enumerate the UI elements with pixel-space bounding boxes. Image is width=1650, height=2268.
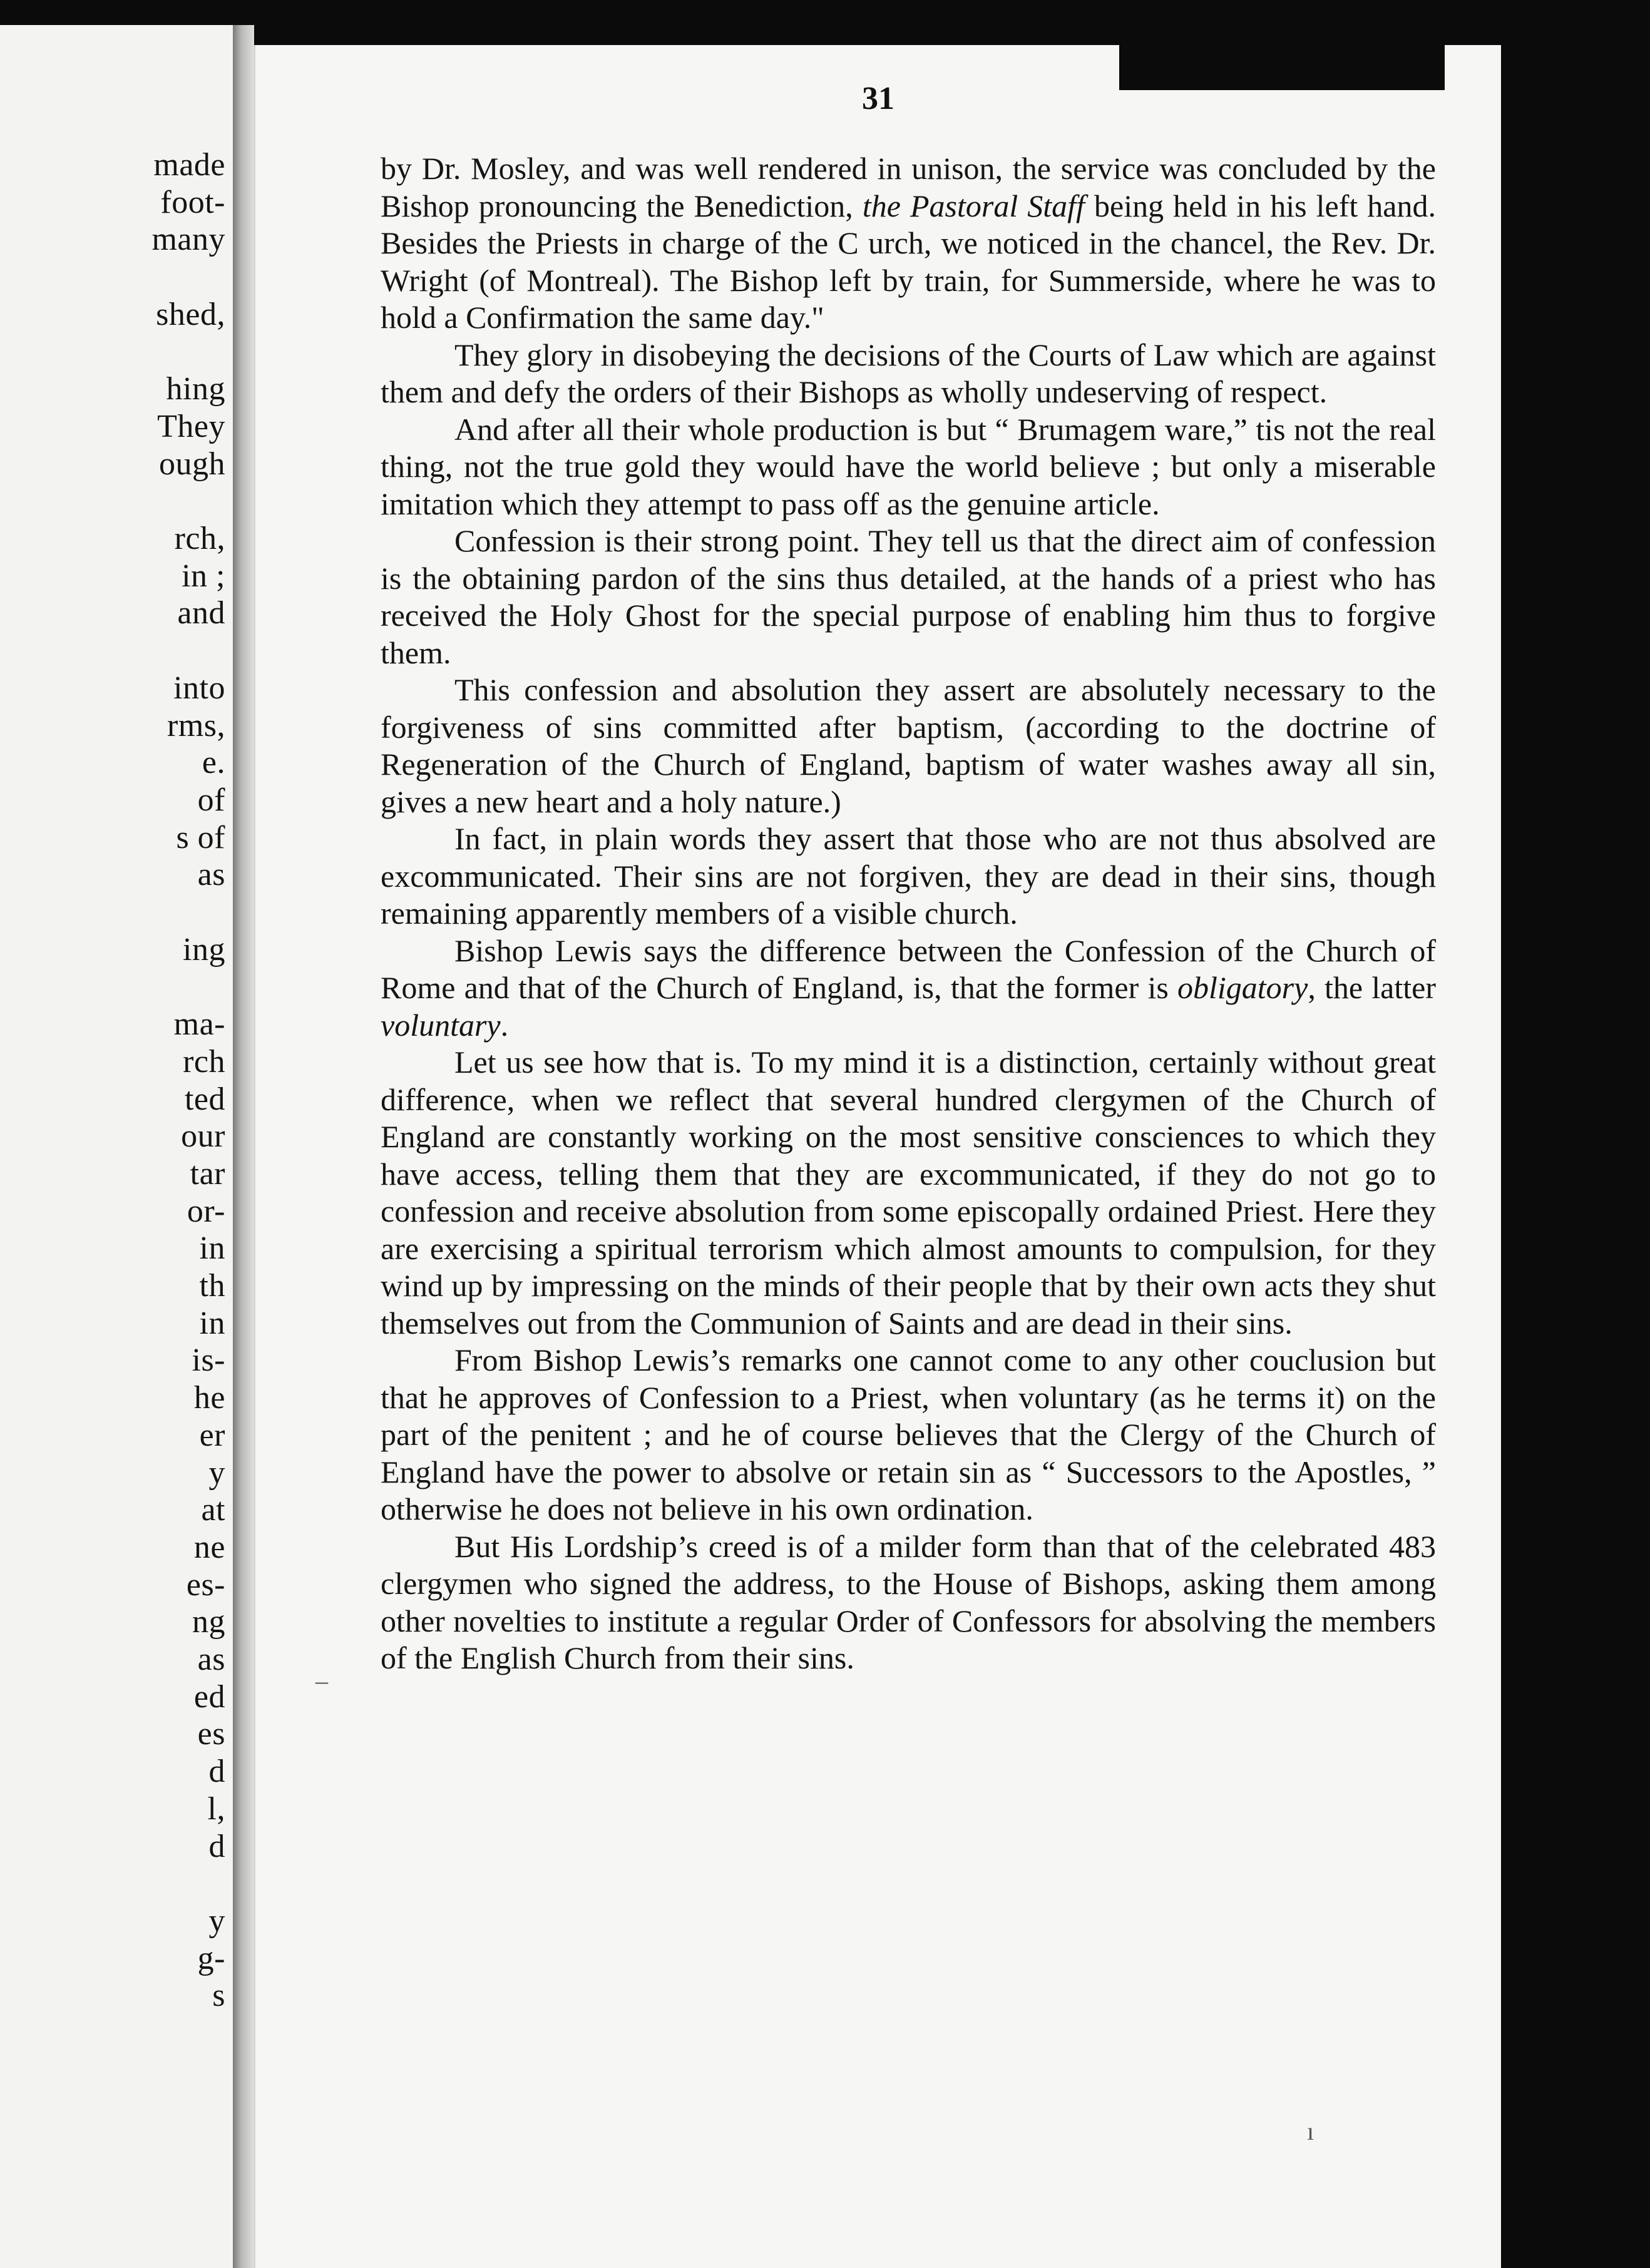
left-page-line-fragment: ed (193, 1678, 225, 1715)
left-page-line-fragment: They (157, 408, 225, 444)
left-page-line-fragment: in (199, 1230, 225, 1267)
left-page-line-fragment: or- (187, 1193, 225, 1229)
left-page-line-fragment: he (193, 1380, 225, 1416)
margin-dash-mark: – (315, 1667, 328, 1695)
paragraph (381, 672, 1436, 820)
left-page-line-fragment: th (199, 1268, 225, 1304)
left-page-line-fragment: s of (176, 819, 225, 856)
left-page-line-fragment: into (173, 670, 225, 706)
left-page-line-fragment: many (151, 222, 225, 258)
left-page-line-fragment: our (181, 1118, 225, 1155)
text-segment: being held in his left hand. Besides the Priests in charge of the C urch, we noticed in the chancel, the Rev. Dr. Wright (of Montreal). The Bishop left by train, for Summerside, where he was to hold a Confirmation the same day." (381, 188, 1437, 335)
text-segment: They glory in disobeying the decisions of the Courts of Law which are against them and defy the orders of their Bishops as wholly undeserving of respect. (381, 337, 1436, 409)
left-page-line-fragment: is- (192, 1342, 225, 1379)
italic-text: the Pastoral Staff (862, 188, 1085, 223)
text-segment: Bishop Lewis says the difference between the Confession of the Church of Rome and that of the Church of England, is, that the former is (381, 932, 1436, 1005)
margin-tick-mark: ı (1307, 2117, 1314, 2145)
left-page-line-fragment: rch (183, 1043, 225, 1080)
text-segment: . (500, 1007, 509, 1043)
body-text (381, 150, 1436, 1677)
left-page-text-fragments (0, 25, 233, 2268)
left-page-line-fragment: ng (192, 1604, 225, 1640)
left-page-line-fragment: hing (166, 371, 225, 407)
left-page-line-fragment: ing (183, 931, 225, 968)
paragraph (381, 337, 1436, 411)
left-page-line-fragment: ted (184, 1081, 225, 1117)
text-segment: In fact, in plain words they assert that those who are not thus absolved are excommunicated. Their sins are not forgiven, they are dead in their sins, though remaining apparently members of a visible church. (381, 821, 1436, 931)
left-page-line-fragment: shed, (156, 296, 225, 332)
left-page-line-fragment: of (197, 782, 225, 818)
text-segment: But His Lordship’s creed is of a milder form than that of the celebrated 483 clergymen who signed the address, to the House of Bishops, asking them among other novelties to institute a regular Order of Confessors for absolving the members of the English Church from their sins. (381, 1528, 1436, 1675)
paragraph (381, 932, 1436, 1045)
left-page-line-fragment: s (212, 1978, 225, 2014)
italic-text: obligatory (1177, 970, 1308, 1005)
text-segment: Let us see how that is. To my mind it is a distinction, certainly without great difference, when we reflect that several hundred clergymen of the Church of England are constantly working on the most sensitive consciences to which they have access, telling them that they are excommunicated, if they do not go to confession and receive absolution from some episcopally ordained Priest. Here they are exercising a spiritual terrorism which almost amounts to compulsion, for they wind up by impressing on the minds of their people that by their own acts they shut themselves out from the Communion of Saints and are dead in their sins. (381, 1045, 1436, 1341)
left-page-line-fragment: made (153, 147, 225, 183)
left-page-line-fragment: at (201, 1492, 225, 1528)
left-page-line-fragment: y (208, 1454, 225, 1491)
text-segment: This confession and absolution they assert are absolutely necessary to the forgiveness of sins committed after baptism, (according to the doctrine of Regeneration of the Church of England, baptism of water washes away all sin, gives a new heart and a holy nature.) (381, 672, 1436, 819)
paragraph (381, 1044, 1436, 1342)
left-page-line-fragment: ma- (173, 1006, 225, 1043)
left-page-line-fragment: foot- (160, 184, 225, 220)
left-page-line-fragment: d (208, 1828, 225, 1864)
paragraph (381, 1528, 1436, 1677)
left-page-line-fragment: ne (193, 1529, 225, 1565)
text-segment: , the latter (1308, 970, 1436, 1005)
text-segment: From Bishop Lewis’s remarks one cannot come to any other couclusion but that he approves of Confession to a Priest, when voluntary (as he terms it) on the part of the penitent ; and he of course believes that the Clergy of the Church of England have the power to absolve or retain sin as “ Successors to the Apostles, ” otherwise he does not believe in his own ordination. (381, 1342, 1436, 1526)
left-page-line-fragment: in (199, 1305, 225, 1341)
page-number: 31 (862, 81, 894, 116)
text-segment: And after all their whole production is but “ Brumagem ware,” tis not the real thing, not the true gold they would have the world believe ; but only a miserable imitation which they attempt to pass off as the genuine article. (381, 411, 1436, 521)
left-page-line-fragment: g- (197, 1940, 225, 1976)
book-gutter (233, 25, 254, 2268)
left-page-line-fragment: y (208, 1903, 225, 1939)
left-page-line-fragment: in ; (182, 558, 225, 594)
left-page-line-fragment: es (197, 1716, 225, 1752)
text-segment: by Dr. Mosley, and was well rendered in unison, the service was concluded by the Bishop pronouncing the Benediction, (381, 151, 1436, 223)
left-page-line-fragment: d (208, 1754, 225, 1790)
left-page-line-fragment: es- (186, 1566, 225, 1603)
left-page-line-fragment: as (197, 1642, 225, 1677)
left-page-line-fragment: rch, (174, 521, 225, 556)
left-page-line-fragment: and (177, 595, 225, 631)
left-page-line-fragment: tar (190, 1155, 225, 1192)
left-facing-page (0, 25, 237, 2268)
paragraph (381, 150, 1436, 337)
left-page-line-fragment: e. (202, 745, 225, 781)
paragraph (381, 1342, 1436, 1528)
right-page (254, 45, 1501, 2268)
text-segment: Confession is their strong point. They tell us that the direct aim of confession is the obtaining pardon of the sins thus detailed, at the hands of a priest who has received the Holy Ghost for the special purpose of enabling him thus to forgive them. (381, 523, 1436, 670)
left-page-line-fragment: ough (159, 446, 225, 482)
italic-text: voluntary (381, 1007, 501, 1043)
left-page-line-fragment: l, (207, 1790, 225, 1827)
left-page-line-fragment: rms, (167, 707, 225, 743)
paragraph (381, 820, 1436, 932)
paragraph (381, 523, 1436, 672)
left-page-line-fragment: as (197, 857, 225, 893)
left-page-line-fragment: er (199, 1417, 225, 1453)
paragraph (381, 411, 1436, 523)
